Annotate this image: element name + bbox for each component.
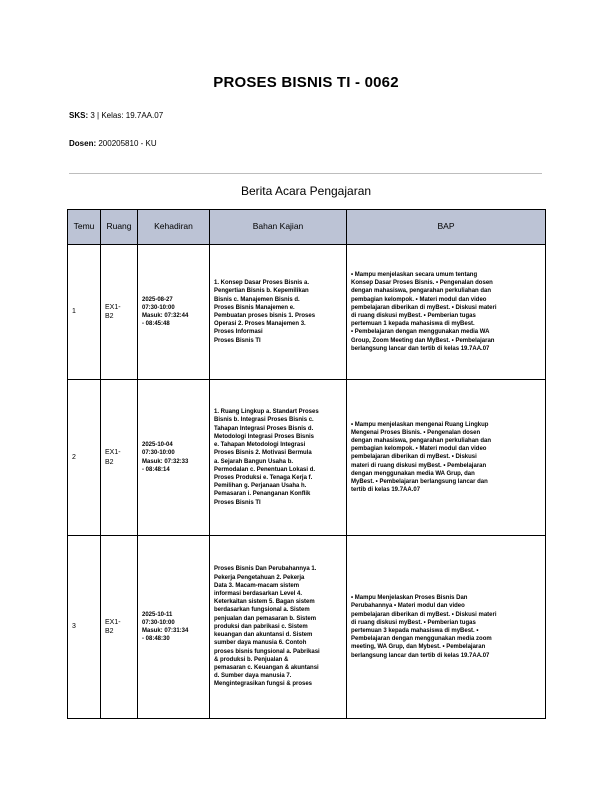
cell-kehadiran: 2025-10-11 07:30-10:00 Masuk: 07:31:34 - 08:48:30: [138, 536, 210, 719]
table-row: [68, 245, 546, 380]
section-title: Berita Acara Pengajaran: [240, 184, 372, 198]
table-header-row: [68, 210, 546, 245]
lecturer-info: [69, 139, 157, 148]
header-bap: BAP: [347, 210, 546, 245]
cell-bap: • Mampu menjelaskan secara umum tentang Konsep Dasar Proses Bisnis. • Pengenalan dosen dengan mahasiswa, pengarahan perkuliahan dan pembagian kelompok. • Materi modul dan video pembelajaran diberikan di myBest. • Diskusi materi di ruang diskusi myBest. • Pemberian tugas pertemuan 1 kepada mahasiswa di myBest. • Pembelajaran dengan menggunakan media WA Group, Zoom Meeting dan MyBest. • Pembelajaran berlangsung lancar dan tertib di kelas 19.7AA.07: [347, 245, 546, 380]
sks-class-value: 3 | Kelas: 19.7AA.07: [88, 111, 164, 120]
sks-label: SKS:: [69, 111, 89, 120]
cell-kehadiran: 2025-08-27 07:30-10:00 Masuk: 07:32:44 - 08:45:48: [138, 245, 210, 380]
cell-ruang: EX1- B2: [101, 380, 138, 536]
document-title: PROSES BISNIS TI - 0062: [213, 74, 399, 91]
dosen-value: 200205810 - KU: [96, 139, 157, 148]
cell-bahan-kajian: Proses Bisnis Dan Perubahannya 1. Pekerja Pengetahuan 2. Pekerja Data 3. Macam-macam sistem informasi berdasarkan Level 4. Keterkaitan sistem 5. Bagan sistem berdasarkan fungsional a. Sistem penjualan dan pemasaran b. Sistem produksi dan pabrikasi c. Sistem keuangan dan akuntansi d. Sistem sumber daya manusia 6. Contoh proses bisnis fungsional a. Pabrikasi & produksi b. Penjualan & pemasaran c. Keuangan & akuntansi d. Sumber daya manusia 7. Mengintegrasikan fungsi & proses: [210, 536, 347, 719]
cell-ruang: EX1- B2: [101, 536, 138, 719]
dosen-label: Dosen:: [69, 139, 97, 148]
cell-temu: 2: [68, 380, 101, 536]
teaching-record-table: [67, 209, 546, 719]
cell-temu: 3: [68, 536, 101, 719]
table-row: [68, 380, 546, 536]
cell-ruang: EX1- B2: [101, 245, 138, 380]
table-row: [68, 536, 546, 719]
cell-bap: • Mampu Menjelaskan Proses Bisnis Dan Perubahannya • Materi modul dan video pembelajaran diberikan di myBest. • Diskusi materi di ruang diskusi myBest. • Pemberian tugas pertemuan 3 kepada mahasiswa di myBest. • Pembelajaran dengan menggunakan media zoom meeting, WA Grup, dan Mybest. • Pembelajaran berlangsung lancar dan tertib di kelas 19.7AA.07: [347, 536, 546, 719]
cell-bahan-kajian: 1. Ruang Lingkup a. Standart Proses Bisnis b. Integrasi Proses Bisnis c. Tahapan Integrasi Proses Bisnis d. Metodologi Integrasi Proses Bisnis e. Tahapan Metodologi Integrasi Proses Bisnis 2. Motivasi Bermula a. Sejarah Bangun Usaha b. Permodalan c. Penentuan Lokasi d. Proses Produksi e. Tenaga Kerja f. Pemilihan g. Perjanaan Usaha h. Pemasaran i. Penanganan Konflik Proses Bisnis TI: [210, 380, 347, 536]
cell-kehadiran: 2025-10-04 07:30-10:00 Masuk: 07:32:33 - 08:48:14: [138, 380, 210, 536]
cell-bap: • Mampu menjelaskan mengenai Ruang Lingkup Mengenai Proses Bisnis. • Pengenalan dosen dengan mahasiswa, pengarahan perkuliahan dan pembagian kelompok. • Materi modul dan video pembelajaran diberikan di myBest. • Diskusi materi di ruang diskusi myBest. • Pembelajaran dengan menggunakan media WA Grup, dan MyBest. • Pembelajaran berlangsung lancar dan tertib di kelas 19.7AA.07: [347, 380, 546, 536]
header-temu: Temu: [68, 210, 101, 245]
cell-bahan-kajian: 1. Konsep Dasar Proses Bisnis a. Pengertian Bisnis b. Kepemilikan Bisnis c. Manajemen Bisnis d. Proses Bisnis Manajemen e. Pembuatan proses bisnis 1. Proses Operasi 2. Proses Manajemen 3. Proses Informasi Proses Bisnis TI: [210, 245, 347, 380]
cell-temu: 1: [68, 245, 101, 380]
course-info: [69, 111, 163, 120]
header-bahan-kajian: Bahan Kajian: [210, 210, 347, 245]
header-kehadiran: Kehadiran: [138, 210, 210, 245]
header-ruang: Ruang: [101, 210, 138, 245]
divider: [69, 173, 542, 174]
